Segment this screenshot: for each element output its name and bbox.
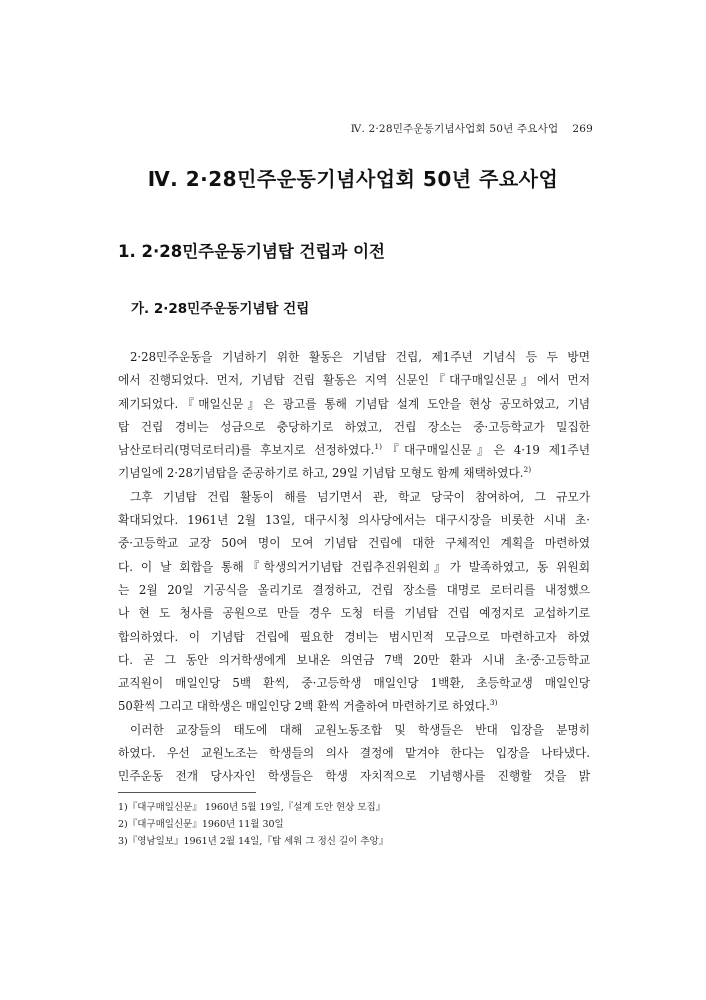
line-text: 남산로터리(명덕로터리)를 후보지로 선정하였다.: [118, 443, 375, 458]
line-text: 기념일에 2·28기념탑을 준공하기로 하고, 29일 기념탑 모형도 함께 채택하였다.: [118, 466, 524, 481]
paragraph-line: [118, 439, 590, 462]
paragraph-line: 중·고등학교 교장 50여 명이 모여 기념탑 건립에 대한 구체적인 계획을 마련하였: [118, 536, 590, 551]
line-text: 50환씩 그리고 대학생은 매일인당 2백 환씩 거출하여 마련하기로 하였다.: [118, 699, 490, 714]
paragraph-line: 제기되었다.『매일신문』은 광고를 통해 기념탑 설계 도안을 현상 공모하였고, 기념: [118, 396, 590, 411]
footnote-divider: [118, 792, 256, 793]
paragraph-line: 이러한 교장들의 태도에 대해 교원노동조합 및 학생들은 반대 입장을 분명히: [130, 722, 590, 737]
section-title: 1. 2·28민주운동기념탑 건립과 이전: [118, 242, 385, 261]
footnote-3: 3)『영남일보』1961년 2월 14일,『탑 세워 그 정신 길이 추앙』: [118, 836, 389, 847]
paragraph-line: 교직원이 매일인당 5백 환씩, 중·고등학생 매일인당 1백환, 초등학교생 매일인당: [118, 676, 590, 691]
running-header-title: Ⅳ. 2·28민주운동기념사업회 50년 주요사업: [350, 123, 559, 135]
paragraph-line: 다. 곧 그 동안 의거학생에게 보내온 의연금 7백 20만 환과 시내 초·중·고등학교: [118, 652, 590, 667]
footnote-1: 1)『대구매일신문』 1960년 5월 19일,『설계 도안 현상 모집』: [118, 802, 386, 813]
paragraph-line: 는 2월 20일 기공식을 올리기로 결정하고, 건립 장소를 대명로 로터리를 내정했으: [118, 582, 590, 597]
paragraph-line: 2·28민주운동을 기념하기 위한 활동은 기념탑 건립, 제1주년 기념식 등 두 방면: [130, 350, 590, 364]
paragraph-line: 그후 기념탑 건립 활동이 해를 넘기면서 관, 학교 당국이 참여하여, 그 규모가: [130, 489, 590, 504]
footnotes: [118, 799, 590, 850]
paragraph-line: [118, 462, 590, 485]
paragraph-line: 민주운동 전개 당사자인 학생들은 학생 자치적으로 기념행사를 진행할 것을 밝: [118, 769, 590, 784]
body-text: [118, 346, 590, 789]
footnote-marker-3: 3): [489, 698, 498, 708]
paragraph-line: 나 현 도 청사를 공원으로 만들 경우 도청 터를 기념탑 건립 예정지로 교섭하기로: [118, 606, 590, 621]
paragraph-line: 에서 진행되었다. 먼저, 기념탑 건립 활동은 지역 신문인『대구매일신문』에서 먼저: [118, 373, 590, 388]
page-number: 269: [572, 123, 593, 135]
chapter-title: Ⅳ. 2·28민주운동기념사업회 50년 주요사업: [147, 167, 559, 191]
paragraph-3: [118, 719, 590, 789]
paragraph-line: 확대되었다. 1961년 2월 13일, 대구시청 의사당에서는 대구시장을 비롯한 시내 초·: [118, 513, 590, 528]
paragraph-line: 하였다. 우선 교원노조는 학생들의 의사 결정에 맡겨야 한다는 입장을 나타냈다.: [118, 746, 590, 761]
paragraph-line: 합의하였다. 이 기념탑 건립에 필요한 경비는 범시민적 모금으로 마련하고자 하였: [118, 629, 590, 644]
footnote-marker-1: 1): [374, 442, 383, 452]
paragraph-line: 탑 건립 경비는 성금으로 충당하기로 하였고, 건립 장소는 중·고등학교가 밀집한: [118, 419, 590, 434]
footnote-2: 2)『대구매일신문』1960년 11월 30일: [118, 819, 284, 830]
paragraph-2: [118, 486, 590, 719]
paragraph-1: [118, 346, 590, 486]
footnote-marker-2: 2): [523, 465, 532, 475]
line-text: 『대구매일신문』은 4·19 제1주년: [382, 443, 590, 458]
paragraph-line: [118, 695, 590, 718]
subsection-title: 가. 2·28민주운동기념탑 건립: [131, 301, 310, 317]
paragraph-line: 다. 이 날 회합을 통해『학생의거기념탑 건립추진위원회』가 발족하였고, 동 위원회: [118, 559, 590, 574]
running-header: [351, 121, 593, 136]
